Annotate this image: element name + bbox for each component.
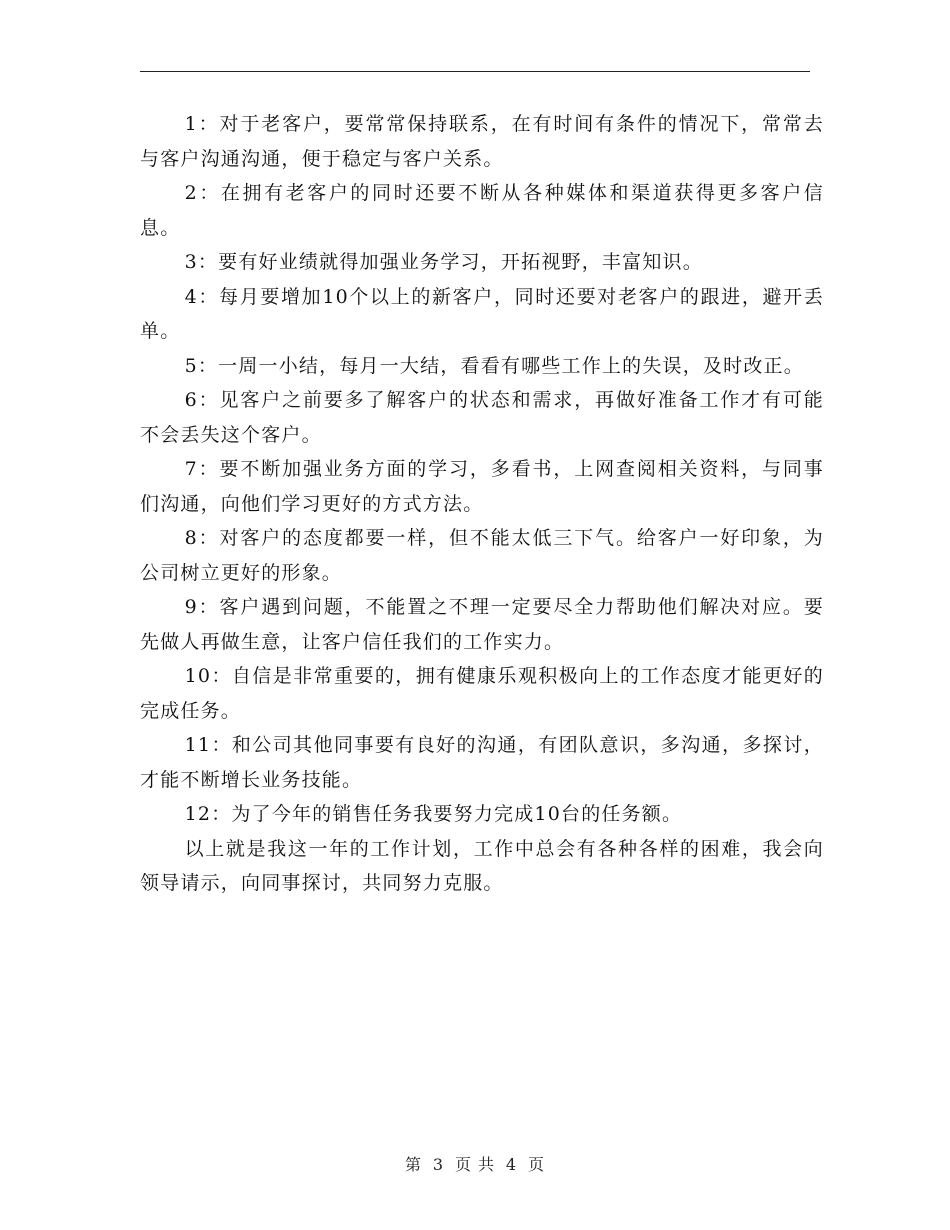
paragraph-1: 1：对于老客户，要常常保持联系，在有时间有条件的情况下，常常去与客户沟通沟通，便于稳定与客户关系。 bbox=[140, 113, 824, 170]
paragraph-5: 5：一周一小结，每月一大结，看看有哪些工作上的失误，及时改正。 bbox=[184, 354, 804, 377]
paragraph-6: 6：见客户之前要多了解客户的状态和需求，再做好准备工作才有可能不会丢失这个客户。 bbox=[140, 389, 824, 446]
paragraph-summary: 以上就是我这一年的工作计划，工作中总会有各种各样的困难，我会向领导请示，向同事探讨，共同努力克服。 bbox=[140, 837, 824, 894]
page-label-suffix: 页 bbox=[527, 1155, 545, 1174]
paragraph-3: 3：要有好业绩就得加强业务学习，开拓视野，丰富知识。 bbox=[184, 251, 703, 273]
page-label-mid: 页 共 bbox=[454, 1155, 496, 1174]
paragraph-8: 8：对客户的态度都要一样，但不能太低三下气。给客户一好印象，为公司树立更好的形象。 bbox=[140, 527, 824, 584]
current-page-number: 3 bbox=[432, 1155, 445, 1174]
paragraph-12: 12：为了今年的销售任务我要努力完成10台的任务额。 bbox=[184, 803, 683, 825]
document-body bbox=[140, 107, 824, 901]
paragraph-4: 4：每月要增加10个以上的新客户，同时还要对老客户的跟进，避开丢单。 bbox=[140, 285, 824, 342]
paragraph-10: 10：自信是非常重要的，拥有健康乐观积极向上的工作态度才能更好的完成任务。 bbox=[140, 665, 824, 722]
paragraph-7: 7：要不断加强业务方面的学习，多看书，上网查阅相关资料，与同事们沟通，向他们学习更好的方式方法。 bbox=[140, 458, 824, 515]
total-pages-number: 4 bbox=[505, 1155, 518, 1174]
paragraph-2: 2：在拥有老客户的同时还要不断从各种媒体和渠道获得更多客户信息。 bbox=[140, 182, 824, 239]
page-number-footer bbox=[0, 1152, 950, 1175]
header-rule bbox=[140, 71, 810, 72]
page-label-prefix: 第 bbox=[405, 1155, 423, 1174]
paragraph-9: 9：客户遇到问题，不能置之不理一定要尽全力帮助他们解决对应。要先做人再做生意，让客户信任我们的工作实力。 bbox=[140, 596, 824, 653]
paragraph-11: 11：和公司其他同事要有良好的沟通，有团队意识，多沟通，多探讨，才能不断增长业务技能。 bbox=[140, 734, 824, 791]
